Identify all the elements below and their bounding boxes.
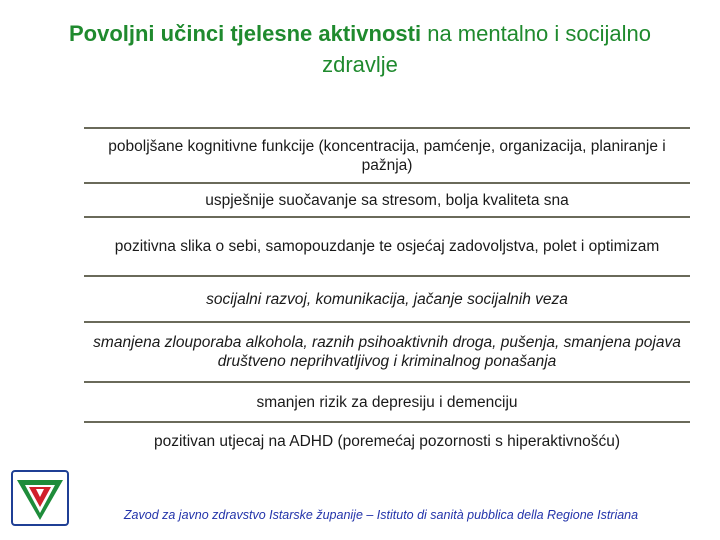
list-item: socijalni razvoj, komunikacija, jačanje socijalnih veza — [84, 275, 690, 321]
list-item: poboljšane kognitivne funkcije (koncentracija, pamćenje, organizacija, planiranje i pažnja) — [84, 127, 690, 182]
list-item: smanjen rizik za depresiju i demenciju — [84, 381, 690, 421]
list-item: pozitivna slika o sebi, samopouzdanje te osjećaj zadovoljstva, polet i optimizam — [84, 216, 690, 275]
institute-logo-icon — [11, 470, 69, 526]
list-item: pozitivan utjecaj na ADHD (poremećaj pozornosti s hiperaktivnošću) — [84, 421, 690, 459]
title-rest: na mentalno i socijalno zdravlje — [322, 21, 652, 77]
title-bold: Povoljni učinci tjelesne aktivnosti — [68, 21, 422, 46]
list-item: uspješnije suočavanje sa stresom, bolja kvaliteta sna — [84, 182, 690, 216]
page-title — [60, 18, 660, 80]
list-item: smanjena zlouporaba alkohola, raznih psihoaktivnih droga, pušenja, smanjena pojava društveno neprihvatljivog i kriminalnog ponašanja — [84, 321, 690, 381]
benefits-list — [84, 127, 690, 459]
footer-institution: Zavod za javno zdravstvo Istarske županije – Istituto di sanità pubblica della Regione Istriana — [123, 508, 639, 522]
